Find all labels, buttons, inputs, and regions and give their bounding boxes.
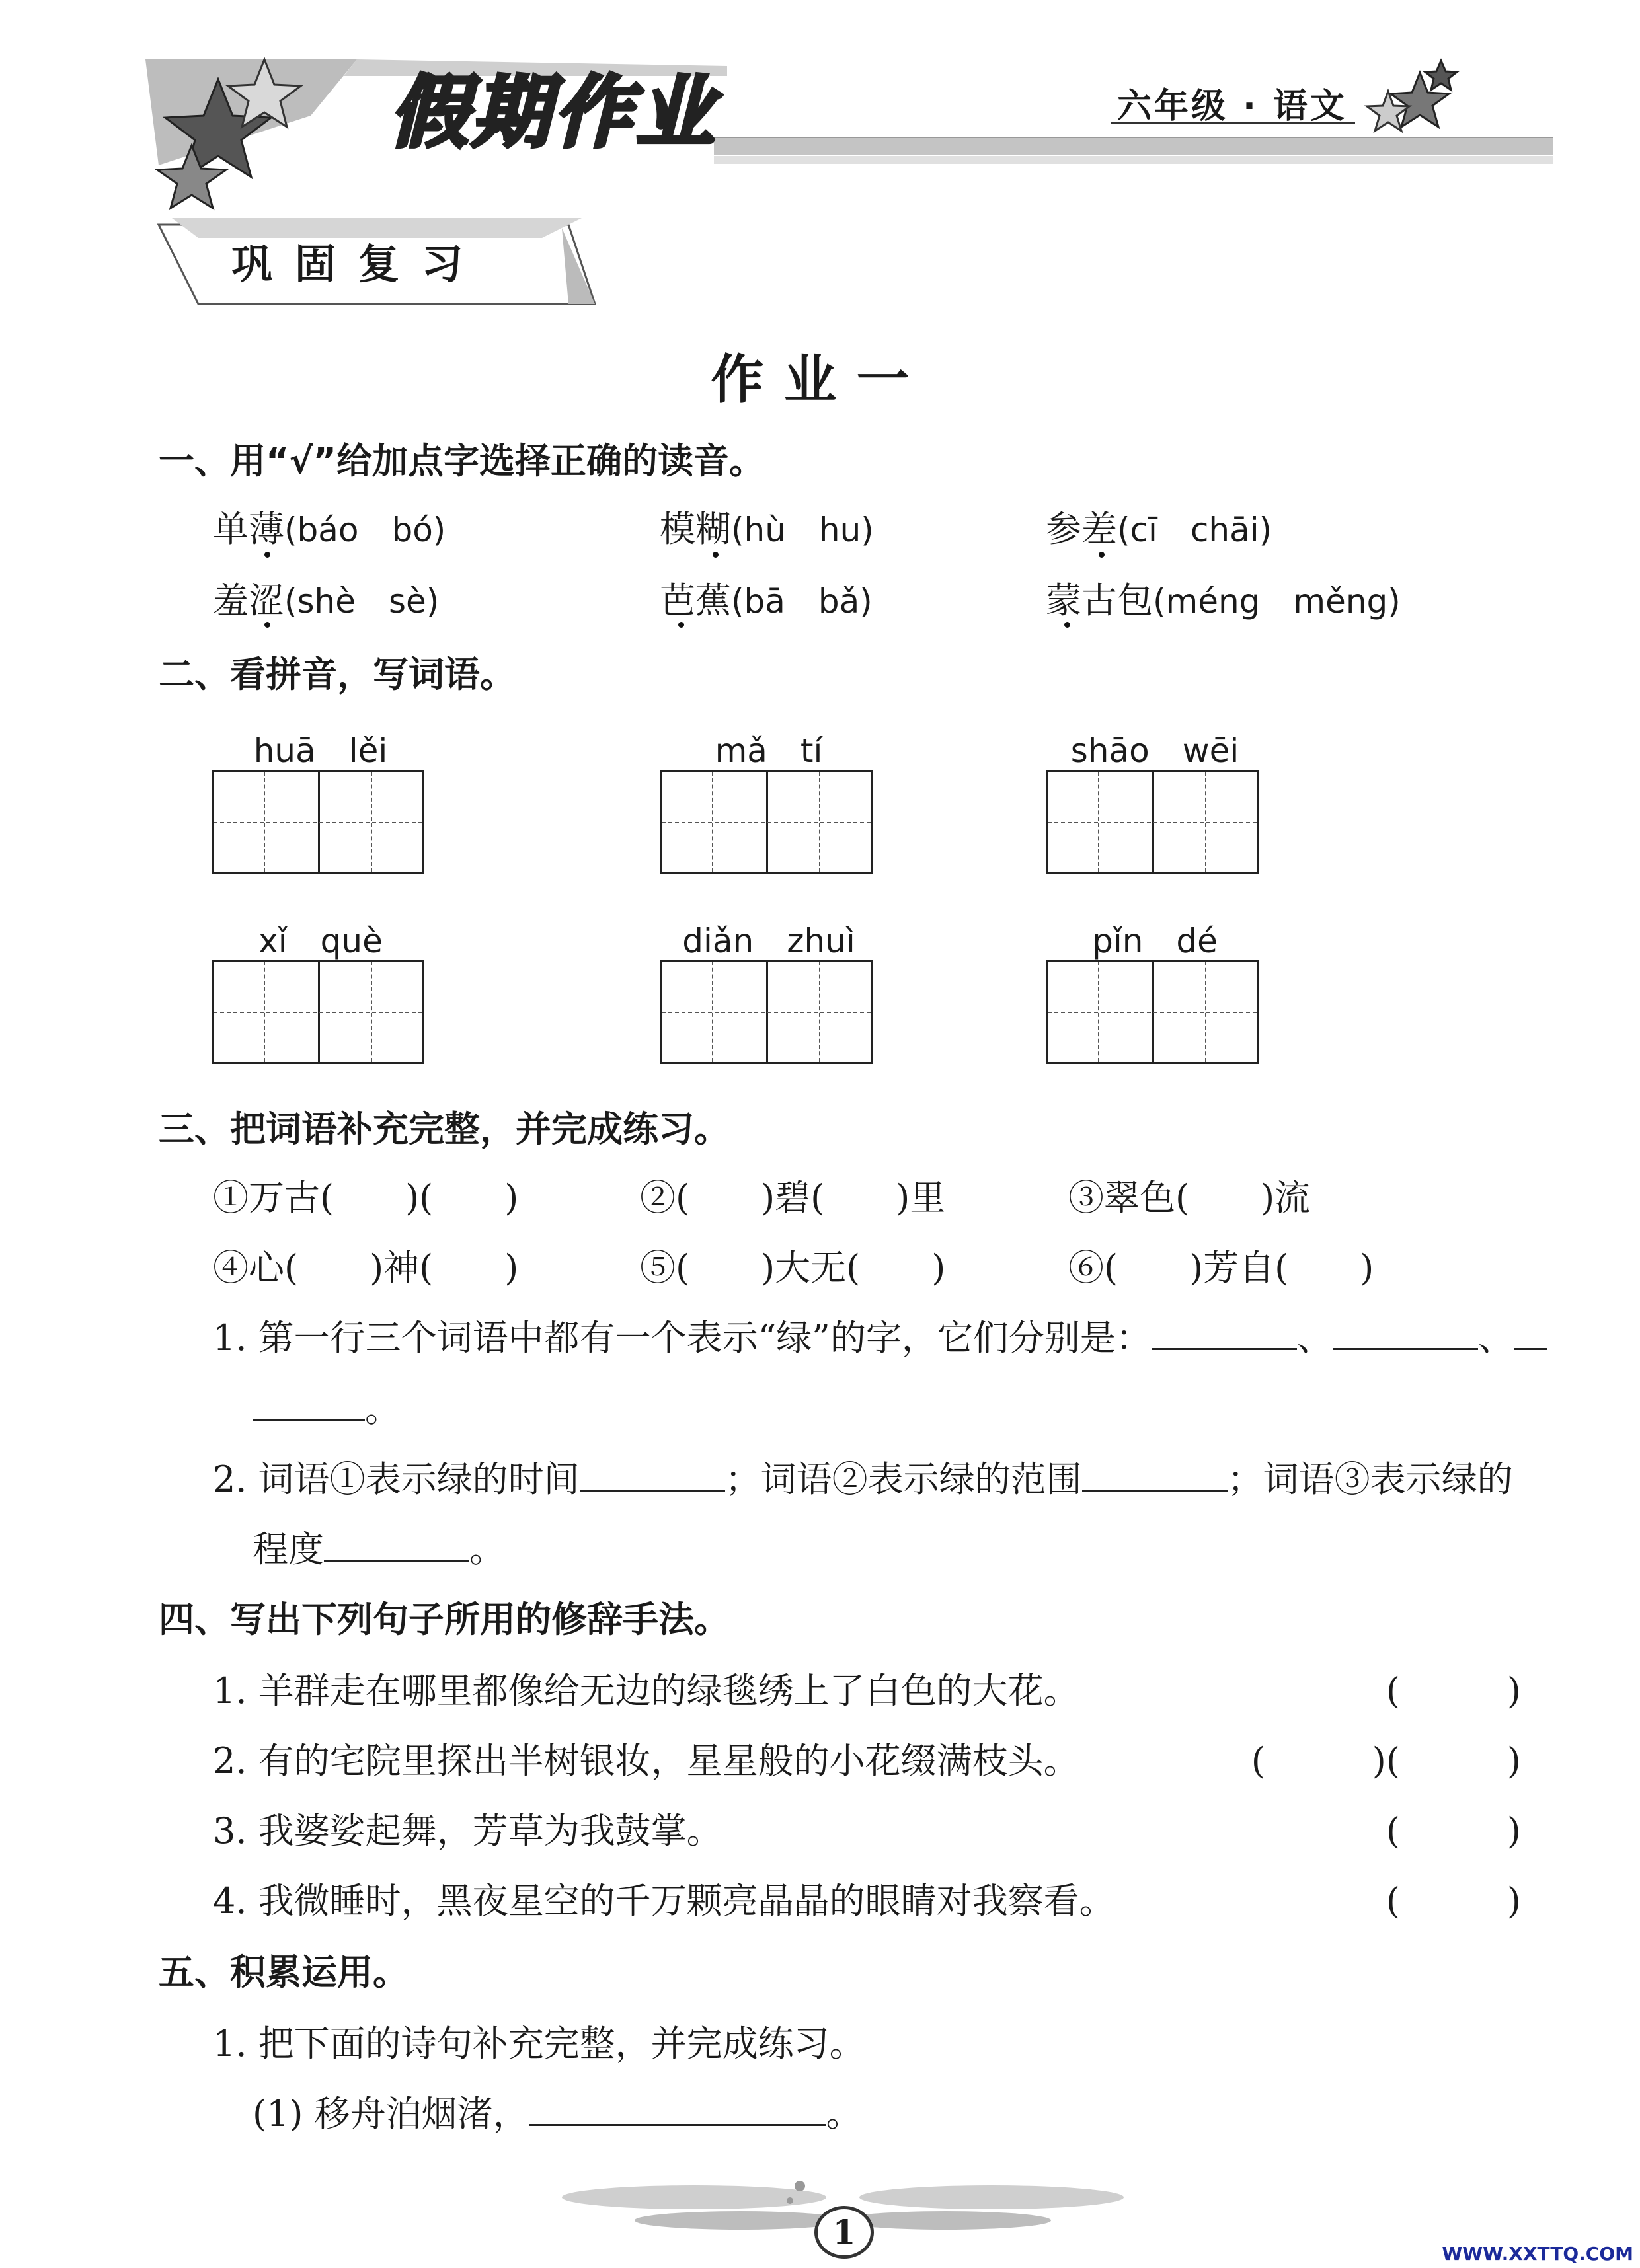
q1-options: (báo bó) — [284, 511, 446, 549]
answer-blank[interactable] — [1514, 1322, 1547, 1350]
header-grade-subject: 六年级 · 语文 — [1117, 87, 1347, 126]
q1-options: (méng měng) — [1153, 582, 1401, 621]
q4-sentence: 2. 有的宅院里探出半树银妆，星星般的小花缀满枝头。 — [213, 1740, 1079, 1782]
emphasis-dot — [1064, 622, 1070, 628]
fill-phrase[interactable]: ①万古( )( ) — [213, 1177, 519, 1219]
answer-paren[interactable]: ( ) — [1386, 1670, 1521, 1712]
pinyin-label: mǎ tí — [715, 732, 823, 770]
answer-blank[interactable] — [1152, 1322, 1297, 1350]
period: 。 — [826, 2093, 862, 2135]
writing-grid[interactable] — [660, 770, 873, 874]
q3-sub1-cont — [253, 1381, 401, 1432]
pinyin-label: huā lěi — [253, 732, 388, 770]
answer-blank[interactable] — [324, 1533, 469, 1562]
period: 。 — [469, 1529, 505, 1570]
writing-grid[interactable] — [212, 770, 424, 874]
fill-phrase[interactable]: ⑤( )大无( ) — [640, 1247, 946, 1289]
fill-phrase[interactable]: ②( )碧( )里 — [640, 1177, 946, 1219]
q1-options: (cī chāi) — [1117, 511, 1272, 549]
pinyin-label: shāo wēi — [1070, 732, 1239, 770]
footer-decoration — [0, 2148, 1640, 2268]
q4-sentence: 1. 羊群走在哪里都像给无边的绿毯绣上了白色的大花。 — [213, 1670, 1079, 1712]
answer-blank[interactable] — [1333, 1322, 1478, 1350]
answer-paren[interactable]: ( ) — [1386, 1880, 1521, 1922]
q4-sentence: 3. 我婆娑起舞，芳草为我鼓掌。 — [213, 1810, 722, 1852]
q5-poem-line — [253, 2086, 862, 2136]
q3-sub2-text: ；词语③表示绿的 — [1227, 1458, 1513, 1500]
pinyin-label: pǐn dé — [1092, 922, 1218, 960]
emphasis-dot — [678, 622, 684, 628]
q1-item — [660, 572, 873, 623]
q3-sub2-cont — [253, 1521, 505, 1572]
writing-grid[interactable] — [660, 960, 873, 1064]
q1-word: 模糊 — [660, 508, 731, 550]
star-icon — [1425, 61, 1457, 90]
q3-sub1 — [213, 1310, 1547, 1361]
writing-grid[interactable] — [1046, 960, 1259, 1064]
writing-grid[interactable] — [1046, 770, 1259, 874]
q1-options: (hù hu) — [731, 511, 874, 549]
section-tag: 巩固复习 — [231, 240, 486, 288]
q1-item — [1046, 501, 1272, 552]
q3-sub2 — [213, 1451, 1513, 1502]
separator: 、 — [1477, 1317, 1514, 1359]
pinyin-label: xǐ què — [258, 922, 383, 960]
answer-paren[interactable]: ( ) — [1386, 1810, 1521, 1852]
q1-title: 一、用“√”给加点字选择正确的读音。 — [159, 440, 765, 482]
answer-blank[interactable] — [1082, 1463, 1228, 1492]
poem-text: (1) 移舟泊烟渚， — [253, 2093, 529, 2135]
q3-sub2-text: 2. 词语①表示绿的时间 — [213, 1458, 580, 1500]
watermark: WWW.XXTTQ.COM — [1442, 2243, 1633, 2265]
separator: 、 — [1296, 1317, 1333, 1359]
q1-item — [660, 501, 874, 552]
q5-title: 五、积累运用。 — [159, 1951, 409, 1993]
homework-title: 作业一 — [711, 348, 929, 410]
q3-sub2-text: 程度 — [253, 1529, 324, 1570]
q1-options: (bā bǎ) — [731, 582, 873, 621]
emphasis-dot — [264, 622, 270, 628]
q3-sub1-text: 1. 第一行三个词语中都有一个表示“绿”的字，它们分别是： — [213, 1317, 1152, 1359]
emphasis-dot — [264, 552, 270, 558]
q3-sub2-text: ；词语②表示绿的范围 — [724, 1458, 1082, 1500]
q1-word: 芭蕉 — [660, 580, 731, 621]
header-title: 假期作业 — [390, 67, 719, 158]
answer-blank[interactable] — [529, 2098, 826, 2126]
fill-phrase[interactable]: ④心( )神( ) — [213, 1247, 519, 1289]
pinyin-label: diǎn zhuì — [682, 922, 855, 960]
q1-word: 单薄 — [213, 508, 284, 550]
q1-item — [213, 501, 446, 552]
q4-title: 四、写出下列句子所用的修辞手法。 — [159, 1599, 730, 1640]
q1-word: 羞涩 — [213, 580, 284, 621]
q1-word: 蒙古包 — [1046, 580, 1153, 621]
page-number: 1 — [814, 2206, 874, 2259]
answer-blank[interactable] — [580, 1463, 725, 1492]
q1-item — [213, 572, 439, 623]
q1-options: (shè sè) — [284, 582, 440, 621]
q2-title: 二、看拼音，写词语。 — [159, 654, 516, 695]
q3-title: 三、把词语补充完整，并完成练习。 — [159, 1108, 730, 1150]
q1-word: 参差 — [1046, 508, 1117, 550]
q5-sub1: 1. 把下面的诗句补充完整，并完成练习。 — [213, 2023, 865, 2064]
fill-phrase[interactable]: ③翠色( )流 — [1068, 1177, 1311, 1219]
emphasis-dot — [713, 552, 719, 558]
q4-sentence: 4. 我微睡时，黑夜星空的千万颗亮晶晶的眼睛对我察看。 — [213, 1880, 1115, 1922]
writing-grid[interactable] — [212, 960, 424, 1064]
fill-phrase[interactable]: ⑥( )芳自( ) — [1068, 1247, 1374, 1289]
answer-blank[interactable] — [253, 1393, 365, 1421]
answer-paren[interactable]: ( )( ) — [1251, 1740, 1521, 1782]
period: 。 — [365, 1388, 401, 1430]
emphasis-dot — [1099, 552, 1105, 558]
q1-item — [1046, 572, 1401, 623]
